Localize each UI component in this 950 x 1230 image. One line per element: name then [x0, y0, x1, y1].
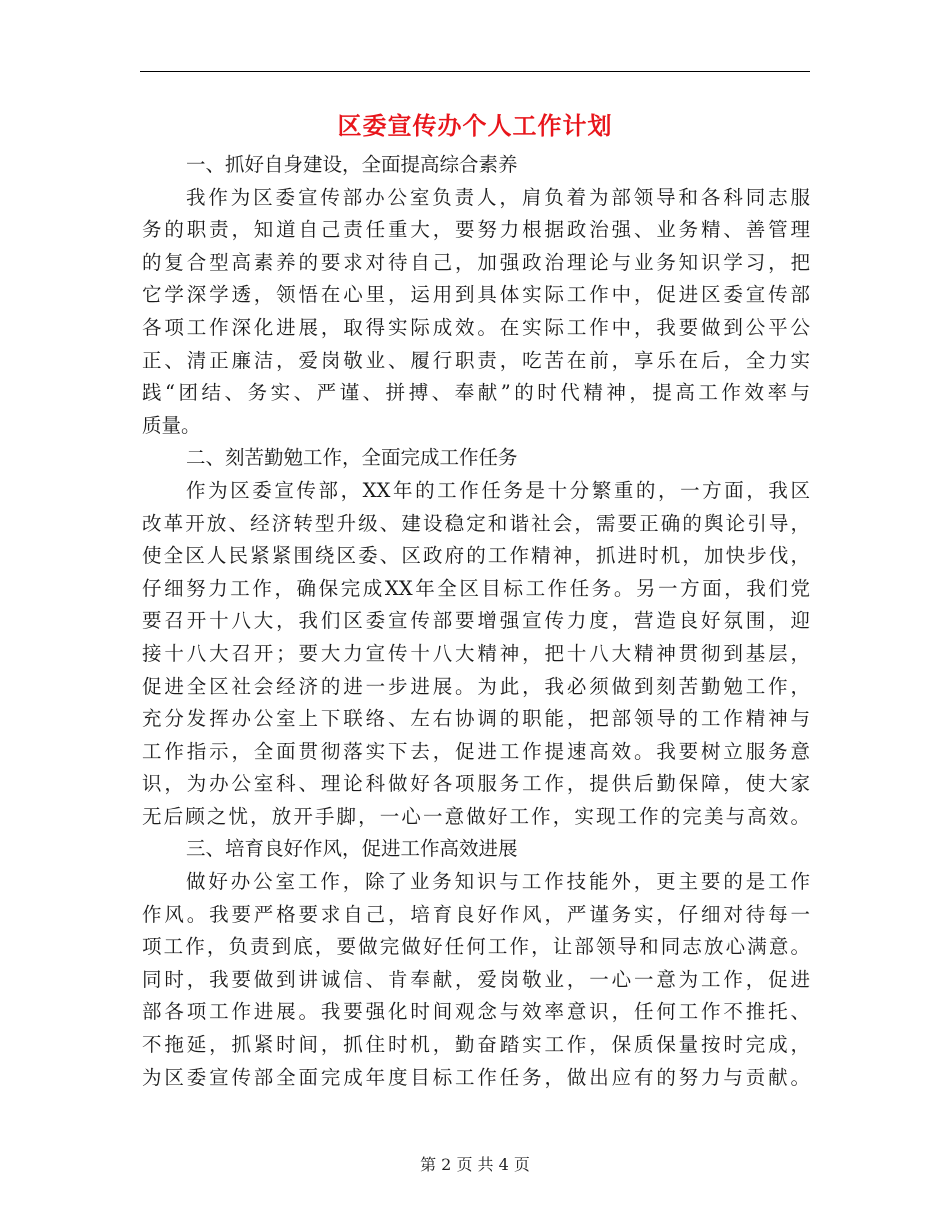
body-line: 不拖延，抓紧时间，抓住时机，勤奋踏实工作，保质保量按时完成，	[142, 1033, 810, 1057]
body-line: 三、培育良好作风，促进工作高效进展	[186, 837, 518, 861]
body-line: 同时，我要做到讲诚信、肯奉献，爱岗敬业，一心一意为工作，促进	[142, 967, 810, 991]
body-line: 践“团结、务实、严谨、拼搏、奉献”的时代精神，提高工作效率与	[142, 381, 810, 405]
body-line: 识，为办公室科、理论科做好各项服务工作，提供后勤保障，使大家	[142, 772, 810, 796]
body-line: 促进全区社会经济的进一步进展。为此，我必须做到刻苦勤勉工作，	[142, 674, 810, 698]
body-line: 无后顾之忧，放开手脚，一心一意做好工作，实现工作的完美与高效。	[142, 804, 810, 828]
header-rule	[140, 71, 810, 72]
body-line: 部各项工作进展。我要强化时间观念与效率意识，任何工作不推托、	[142, 1000, 810, 1024]
body-line: 做好办公室工作，除了业务知识与工作技能外，更主要的是工作	[186, 870, 810, 894]
body-line: 接十八大召开；要大力宣传十八大精神，把十八大精神贯彻到基层，	[142, 641, 810, 665]
body-line: 质量。	[142, 413, 201, 437]
document-title: 区委宣传办个人工作计划	[337, 111, 613, 140]
body-line: 它学深学透，领悟在心里，运用到具体实际工作中，促进区委宣传部	[142, 283, 810, 307]
body-line: 项工作，负责到底，要做完做好任何工作，让部领导和同志放心满意。	[142, 935, 810, 959]
body-line: 充分发挥办公室上下联络、左右协调的职能，把部领导的工作精神与	[142, 707, 810, 731]
body-line: 二、刻苦勤勉工作，全面完成工作任务	[186, 446, 518, 470]
page-number-label: 第 2 页 共 4 页	[420, 1155, 530, 1174]
body-line: 一、抓好自身建设，全面提高综合素养	[186, 153, 518, 176]
body-line: 使全区人民紧紧围绕区委、区政府的工作精神，抓进时机，加快步伐，	[142, 544, 810, 568]
body-line: 我作为区委宣传部办公室负责人，肩负着为部领导和各科同志服	[186, 185, 810, 209]
body-line: 要召开十八大，我们区委宣传部要增强宣传力度，营造良好氛围，迎	[142, 609, 810, 633]
body-line: 工作指示，全面贯彻落实下去，促进工作提速高效。我要树立服务意	[142, 739, 810, 763]
body-line: 仔细努力工作，确保完成XX年全区目标工作任务。另一方面，我们党	[142, 576, 810, 600]
body-line: 作为区委宣传部，XX年的工作任务是十分繁重的，一方面，我区	[186, 478, 810, 502]
document-body	[142, 149, 810, 1094]
page-footer	[0, 1153, 950, 1177]
body-line: 正、清正廉洁，爱岗敬业、履行职责，吃苦在前，享乐在后，全力实	[142, 348, 810, 372]
body-line: 的复合型高素养的要求对待自己，加强政治理论与业务知识学习，把	[142, 250, 810, 274]
body-line: 务的职责，知道自己责任重大，要努力根据政治强、业务精、善管理	[142, 218, 810, 242]
body-line: 作风。我要严格要求自己，培育良好作风，严谨务实，仔细对待每一	[142, 902, 810, 926]
body-line: 改革开放、经济转型升级、建设稳定和谐社会，需要正确的舆论引导，	[142, 511, 810, 535]
body-line: 为区委宣传部全面完成年度目标工作任务，做出应有的努力与贡献。	[142, 1065, 810, 1089]
body-line: 各项工作深化进展，取得实际成效。在实际工作中，我要做到公平公	[142, 315, 810, 339]
